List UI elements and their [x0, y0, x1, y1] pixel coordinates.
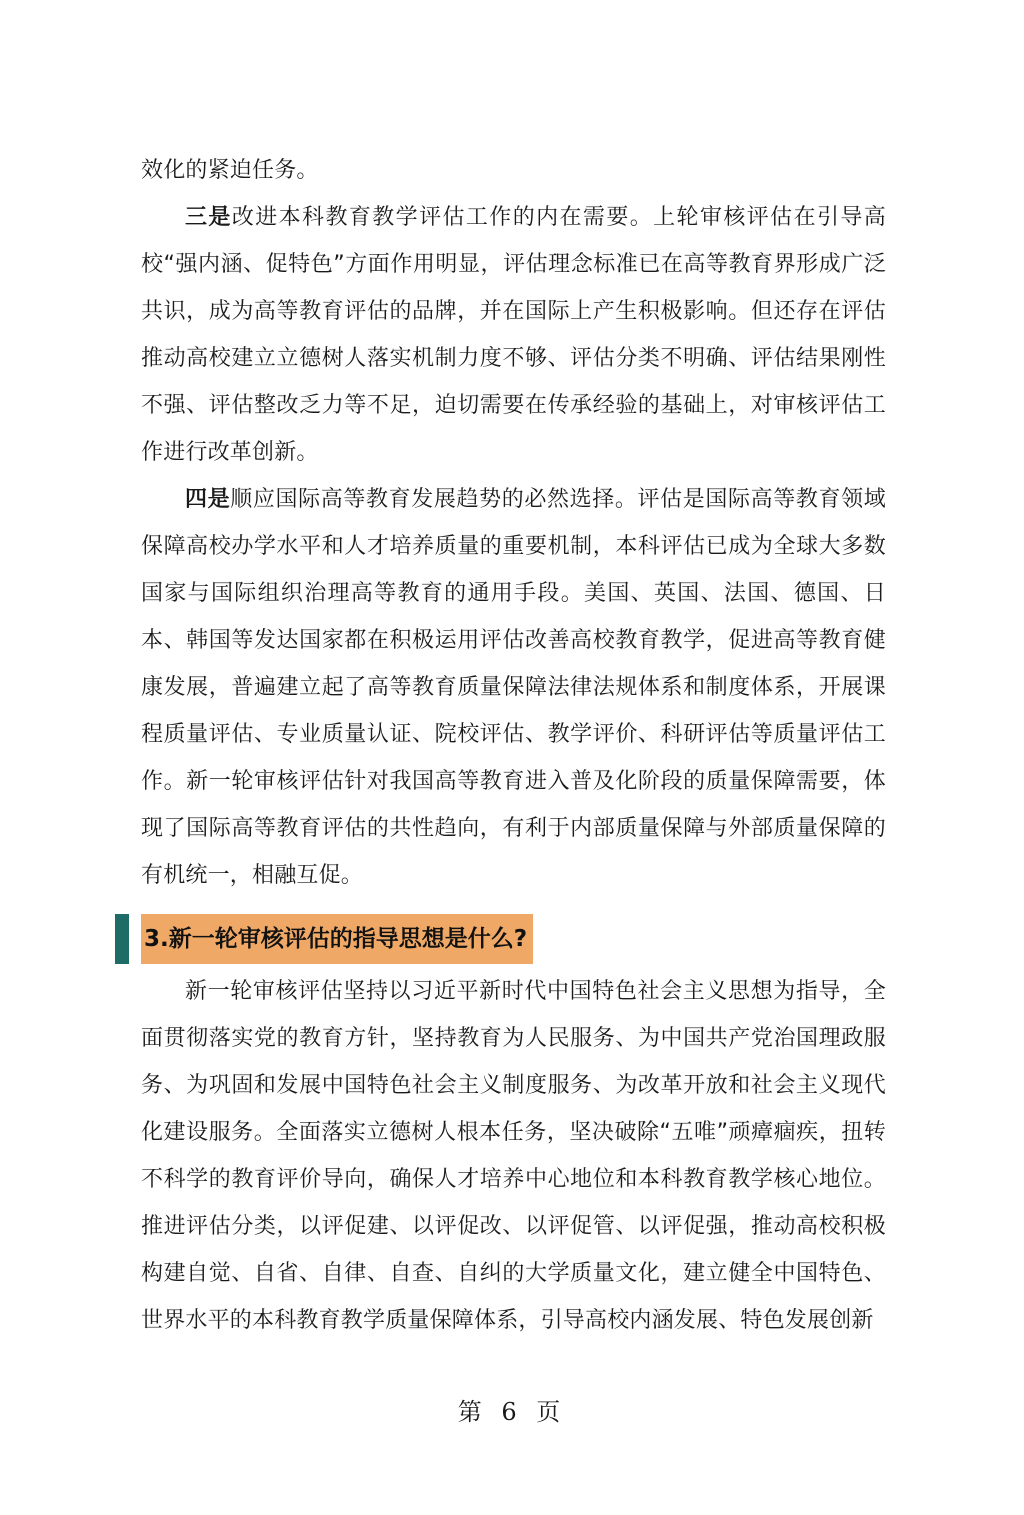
section-heading — [141, 911, 886, 958]
paragraph-point-three — [141, 194, 886, 476]
paragraph-lead: 三是 — [185, 205, 232, 230]
paragraph-text: 效化的紧迫任务。 — [141, 158, 319, 183]
page-number: 第 6 页 — [457, 1398, 567, 1426]
paragraph-guiding-ideology — [141, 968, 886, 1344]
paragraph-text: 新一轮审核评估坚持以习近平新时代中国特色社会主义思想为指导，全面贯彻落实党的教育方针，坚持教育为人民服务、为中国共产党治国理政服务、为巩固和发展中国特色社会主义制度服务、为改革开放和社会主义现代化建设服务。全面落实立德树人根本任务，坚决破除“五唯”顽瘴痼疾，扭转不科学的教育评价导向，确保人才培养中心地位和本科教育教学核心地位。推进评估分类，以评促建、以评促改、以评促管、以评促强，推动高校积极构建自觉、自省、自律、自查、自纠的大学质量文化，建立健全中国特色、世界水平的本科教育教学质量保障体系，引导高校内涵发展、特色发展创新 — [141, 979, 886, 1333]
paragraph-continuation — [141, 147, 886, 194]
document-body — [141, 147, 886, 1344]
heading-accent-bar — [115, 914, 129, 964]
paragraph-text: 改进本科教育教学评估工作的内在需要。上轮审核评估在引导高校“强内涵、促特色”方面作用明显，评估理念标准已在高等教育界形成广泛共识，成为高等教育评估的品牌，并在国际上产生积极影响。但还存在评估推动高校建立立德树人落实机制力度不够、评估分类不明确、评估结果刚性不强、评估整改乏力等不足，迫切需要在传承经验的基础上，对审核评估工作进行改革创新。 — [141, 205, 887, 465]
paragraph-text: 顺应国际高等教育发展趋势的必然选择。评估是国际高等教育领域保障高校办学水平和人才培养质量的重要机制，本科评估已成为全球大多数国家与国际组织治理高等教育的通用手段。美国、英国、法国、德国、日本、韩国等发达国家都在积极运用评估改善高校教育教学，促进高等教育健康发展，普遍建立起了高等教育质量保障法律法规体系和制度体系，开展课程质量评估、专业质量认证、院校评估、教学评价、科研评估等质量评估工作。新一轮审核评估针对我国高等教育进入普及化阶段的质量保障需要，体现了国际高等教育评估的共性趋向，有利于内部质量保障与外部质量保障的有机统一，相融互促。 — [141, 487, 886, 888]
paragraph-point-four — [141, 476, 886, 899]
paragraph-lead: 四是 — [185, 487, 231, 512]
section-heading-title: 3.新一轮审核评估的指导思想是什么? — [141, 914, 533, 964]
